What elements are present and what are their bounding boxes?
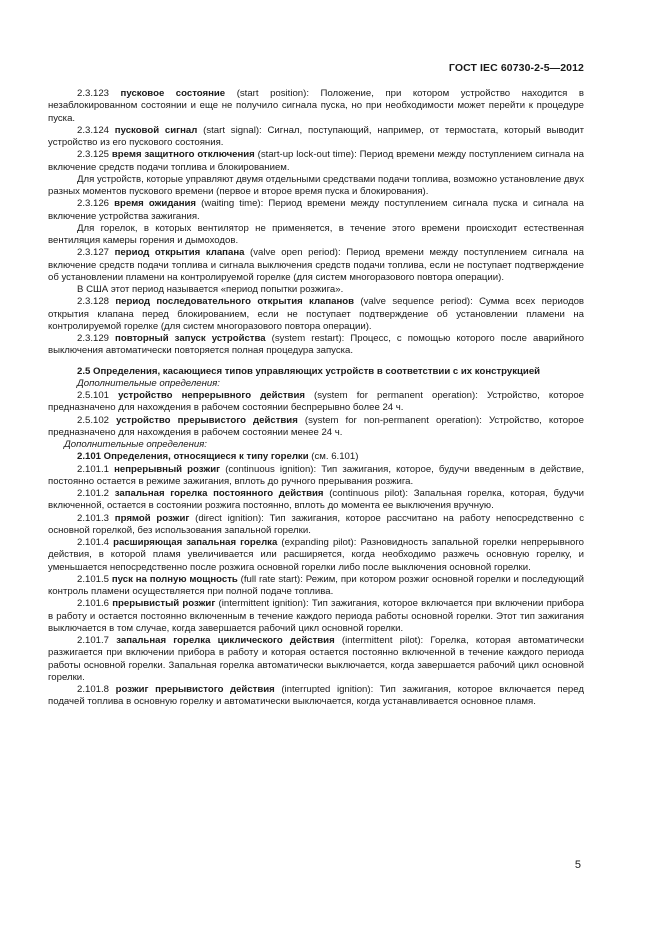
clause-number: 2.101.7 [77, 635, 117, 646]
term: розжиг прерывистого действия [115, 684, 275, 695]
term: устройство непрерывного действия [118, 390, 305, 401]
additional-definitions-label: Дополнительные определения: [64, 439, 207, 450]
definition-2-101-7 [48, 635, 584, 684]
term: прерывистый розжиг [112, 598, 216, 610]
definition-2-101-4 [48, 537, 584, 574]
definition-text: (system for permanent operation): Устройство, которое предназначено для нахождения в рабочем состоянии беспрерывно более 24 ч. [48, 390, 584, 414]
clause-number: 2.101.8 [77, 684, 116, 695]
clause-number: 2.3.123 [77, 88, 121, 99]
term: запальная горелка циклического действия [116, 635, 335, 646]
definition-text: (continuous pilot): Запальная горелка, которая, будучи включенной, остается в состоянии розжига постоянно, вплоть до момента ее выключения вручную. [48, 488, 584, 512]
definition-2-101-1 [48, 464, 584, 489]
term: прямой розжиг [114, 512, 190, 524]
term: время ожидания [114, 198, 197, 210]
term: непрерывный розжиг [114, 463, 221, 475]
definition-2-3-124 [48, 125, 584, 150]
clause-number: 2.3.126 [77, 198, 115, 210]
term: время защитного отключения [111, 149, 255, 161]
definition-text: (expanding pilot): Разновидность запальной горелки непрерывного действия, в которой пламя увеличивается или расширяется, когда необходимо разжечь основную горелку, и уменьшается непосредственно после розжига основной горелки либо после выключения основной горелки. [48, 537, 584, 573]
clause-number: 2.101.1 [77, 463, 115, 475]
definition-text: (system restart): Процесс, с помощью которого после аварийного выключения автоматически повторяется полная процедура запуска. [48, 333, 584, 357]
definition-2-101-3 [48, 513, 584, 538]
clause-number: 2.3.128 [77, 296, 116, 308]
clause-number: 2.101.3 [77, 512, 115, 524]
definition-2-3-126 [48, 198, 584, 223]
clause-number: 2.5.102 [77, 414, 117, 426]
term: расширяющая запальная горелка [113, 537, 278, 548]
definition-text: (interrupted ignition): Тип зажигания, которое включается перед подачей топлива в основную горелку и автоматически выключается, когда устанавливается основное пламя. [48, 684, 584, 708]
clause-number: 2.3.129 [77, 333, 116, 344]
note-paragraph: Для устройств, которые управляют двумя отдельными средствами подачи топлива, возможно установление двух разных моментов пускового времени (первое и второе время пуска и блокирования). [48, 173, 584, 197]
definition-text: (intermittent ignition): Тип зажигания, которое включается при включении прибора в работу и остается постоянно включенным в течение каждого периода работы основной горелки. Этот тип зажигания выключается в том случае, когда завершается рабочий цикл основной горелки. [48, 598, 584, 634]
clause-number: 2.101.6 [77, 598, 113, 610]
definition-text: (start-up lock-out time): Период времени между поступлением сигнала на включение средств подачи топлива и блокированием. [48, 149, 584, 173]
definition-2-101-2 [48, 488, 584, 513]
definition-text: (start signal): Сигнал, поступающий, например, от термостата, который выводит устройство из его пускового состояния. [48, 124, 584, 148]
clause-number: 2.3.127 [77, 247, 115, 259]
page-number: 5 [574, 859, 581, 871]
section-title: 2.101 Определения, относящиеся к типу горелки [77, 451, 309, 463]
section-heading-2-5: 2.5 Определения, касающиеся типов управляющих устройств в соответствии с их конструкцией [77, 365, 541, 377]
term: пусковое состояние [120, 88, 226, 99]
term: устройство прерывистого действия [116, 414, 298, 426]
definition-2-101-5 [48, 574, 584, 599]
definition-text: (continuous ignition): Тип зажигания, которое, будучи введенным в действие, постоянно остается в режиме зажигания, вплоть до ручного прерывания розжига. [48, 463, 584, 487]
document-body [48, 88, 584, 709]
definition-text: (valve sequence period): Сумма всех периодов открытия клапана перед блокированием, если не поступает подтверждение об установлении пламени на контролируемой горелке (для систем многоразового повтора операции). [48, 296, 584, 332]
definition-2-3-128 [48, 296, 584, 333]
term: период открытия клапана [114, 247, 245, 259]
section-heading-2-101 [48, 451, 584, 463]
note-paragraph: Для горелок, в которых вентилятор не применяется, в течение этого времени происходит естественная вентиляция камеры горения и дымоходов. [48, 222, 584, 246]
definition-2-5-102 [48, 415, 584, 440]
standard-header: ГОСТ IEC 60730-2-5—2012 [448, 62, 584, 74]
section-reference: (см. 6.101) [308, 451, 359, 463]
clause-number: 2.101.4 [77, 537, 114, 548]
term: период последовательного открытия клапанов [115, 296, 355, 308]
clause-number: 2.101.5 [77, 573, 112, 585]
definition-2-3-127 [48, 247, 584, 284]
definition-2-5-101 [48, 390, 584, 415]
clause-number: 2.101.2 [77, 488, 115, 499]
clause-number: 2.3.125 [77, 149, 112, 161]
definition-2-3-129 [48, 333, 584, 358]
definition-text: (start position): Положение, при котором устройство находится в незаблокированном состоянии и еще не получило сигнала пуска, но при необходимости может перейти к процедуре пуска. [48, 88, 584, 124]
definition-2-3-123 [48, 88, 584, 125]
definition-text: (intermittent pilot): Горелка, которая автоматически разжигается при включении прибора в работу и которая остается постоянно включенной в течение каждого периода работы основной горелки. Запальная горелка автоматически выключается, когда завершается рабочий цикл основной горелки. [48, 635, 584, 683]
note-paragraph: В США этот период называется «период попытки розжига». [77, 284, 344, 295]
definition-text: (valve open period): Период времени между поступлением сигнала на включение средств подачи топлива и сигнала выключения средств подачи топлива, если не поступает подтверждение об установлении пламени на контролируемой горелке (для систем многоразового повтора операции). [48, 247, 584, 283]
term: повторный запуск устройства [115, 333, 266, 344]
term: запальная горелка постоянного действия [114, 488, 324, 499]
definition-text: (waiting time): Период времени между поступлением сигнала пуска и сигнала на включение устройства зажигания. [48, 198, 584, 222]
definition-2-3-125 [48, 149, 584, 174]
term: пуск на полную мощность [111, 573, 238, 585]
definition-2-101-8 [48, 684, 584, 709]
definition-2-101-6 [48, 598, 584, 635]
definition-text: (system for non-permanent operation): Устройство, которое предназначено для нахождения в рабочем состоянии менее 24 ч. [48, 414, 584, 438]
definition-text: (direct ignition): Тип зажигания, которое рассчитано на работу непосредственно с основной горелкой, без использования запальной горелки. [48, 512, 584, 536]
clause-number: 2.5.101 [77, 390, 119, 401]
clause-number: 2.3.124 [77, 124, 115, 136]
term: пусковой сигнал [114, 124, 198, 136]
definition-text: (full rate start): Режим, при котором розжиг основной горелки и последующий контроль пламени осуществляется при полной подаче топлива. [48, 573, 584, 597]
additional-definitions-label: Дополнительные определения: [77, 377, 220, 389]
